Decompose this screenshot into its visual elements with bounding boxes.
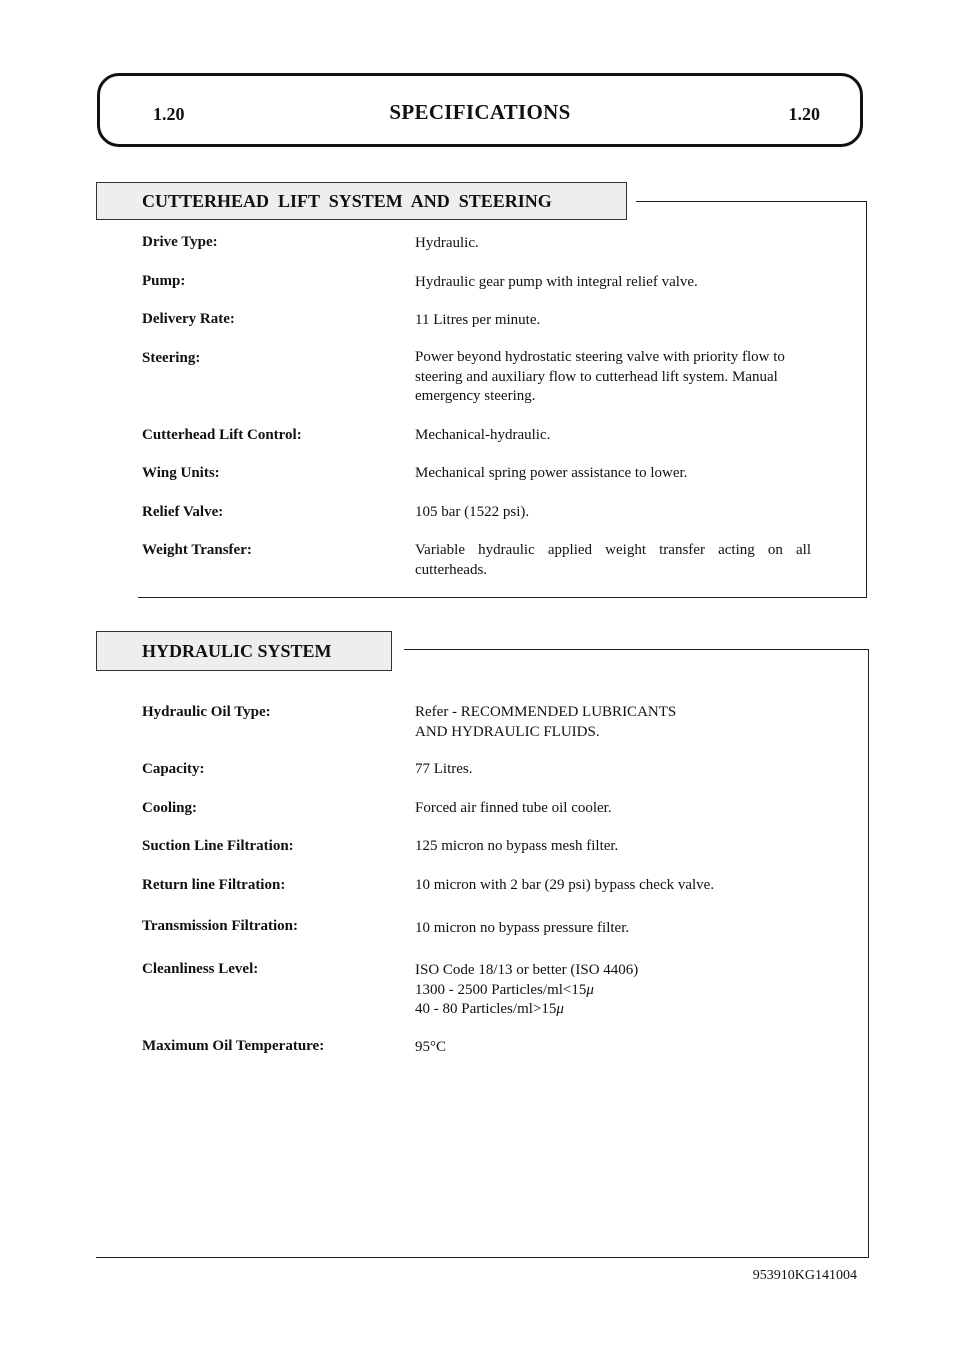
spec-value (415, 961, 811, 1020)
spec-label: Maximum Oil Temperature: (142, 1038, 325, 1054)
spec-value-line: AND HYDRAULIC FLUIDS. (415, 723, 600, 740)
spec-value: Hydraulic. (415, 235, 479, 251)
spec-label: Cooling: (142, 800, 198, 816)
spec-label: Transmission Filtration: (142, 918, 298, 934)
page-header (97, 73, 863, 147)
hydraulic-section-heading: HYDRAULIC SYSTEM (96, 631, 392, 671)
spec-label: Suction Line Filtration: (142, 838, 294, 854)
hydraulic-right-rule (868, 649, 869, 1258)
spec-value: 95°C (415, 1039, 447, 1055)
section-number-right: 1.20 (788, 104, 820, 124)
spec-value: Mechanical-hydraulic. (415, 427, 551, 443)
document-code: 953910KG141004 (752, 1268, 857, 1283)
spec-value: Power beyond hydrostatic steering valve with priority flow to steering and auxiliary flow to cutterhead lift system. Manual emergency steering. (415, 349, 785, 404)
spec-value-line: Refer - RECOMMENDED LUBRICANTS (415, 704, 677, 720)
cutterhead-section-heading: CUTTERHEAD LIFT SYSTEM AND STEERING (96, 182, 627, 220)
spec-label: Delivery Rate: (142, 311, 235, 327)
hydraulic-bottom-rule (96, 1257, 869, 1258)
spec-value: 11 Litres per minute. (415, 312, 541, 328)
spec-value: Hydraulic gear pump with integral relief valve. (415, 274, 698, 290)
spec-value-line: ISO Code 18/13 or better (ISO 4406) (415, 962, 639, 978)
cutterhead-top-rule (636, 201, 866, 202)
spec-label: Relief Valve: (142, 504, 224, 520)
spec-value: 125 micron no bypass mesh filter. (415, 838, 619, 854)
spec-value: Mechanical spring power assistance to lower. (415, 465, 688, 481)
spec-value (415, 703, 811, 742)
micron-symbol: μ (586, 981, 594, 998)
spec-label: Weight Transfer: (142, 542, 252, 558)
cutterhead-right-rule (866, 201, 867, 598)
spec-label: Capacity: (142, 761, 205, 777)
spec-label: Hydraulic Oil Type: (142, 704, 271, 720)
section-number-left: 1.20 (153, 104, 185, 124)
spec-value: Variable hydraulic applied weight transfer acting on all cutterheads. (415, 542, 811, 578)
micron-symbol: μ (556, 1001, 564, 1017)
spec-label: Steering: (142, 350, 201, 366)
spec-label: Wing Units: (142, 465, 220, 481)
spec-value: 10 micron with 2 bar (29 psi) bypass check valve. (415, 877, 715, 893)
spec-value: 77 Litres. (415, 761, 473, 777)
spec-label: Cutterhead Lift Control: (142, 427, 302, 443)
spec-label: Drive Type: (142, 234, 218, 250)
spec-label: Cleanliness Level: (142, 961, 259, 977)
spec-value: Forced air finned tube oil cooler. (415, 800, 612, 816)
cutterhead-bottom-rule (138, 597, 867, 598)
spec-label: Pump: (142, 273, 186, 289)
spec-value: 105 bar (1522 psi). (415, 504, 530, 520)
hydraulic-top-rule (404, 649, 869, 650)
spec-label: Return line Filtration: (142, 877, 286, 893)
spec-value-line: 40 - 80 Particles/ml>15μ (415, 1001, 564, 1017)
spec-value: 10 micron no bypass pressure filter. (415, 920, 630, 936)
spec-value-line: 1300 - 2500 Particles/ml<15μ (415, 981, 594, 998)
page-title: SPECIFICATIONS (389, 100, 571, 124)
